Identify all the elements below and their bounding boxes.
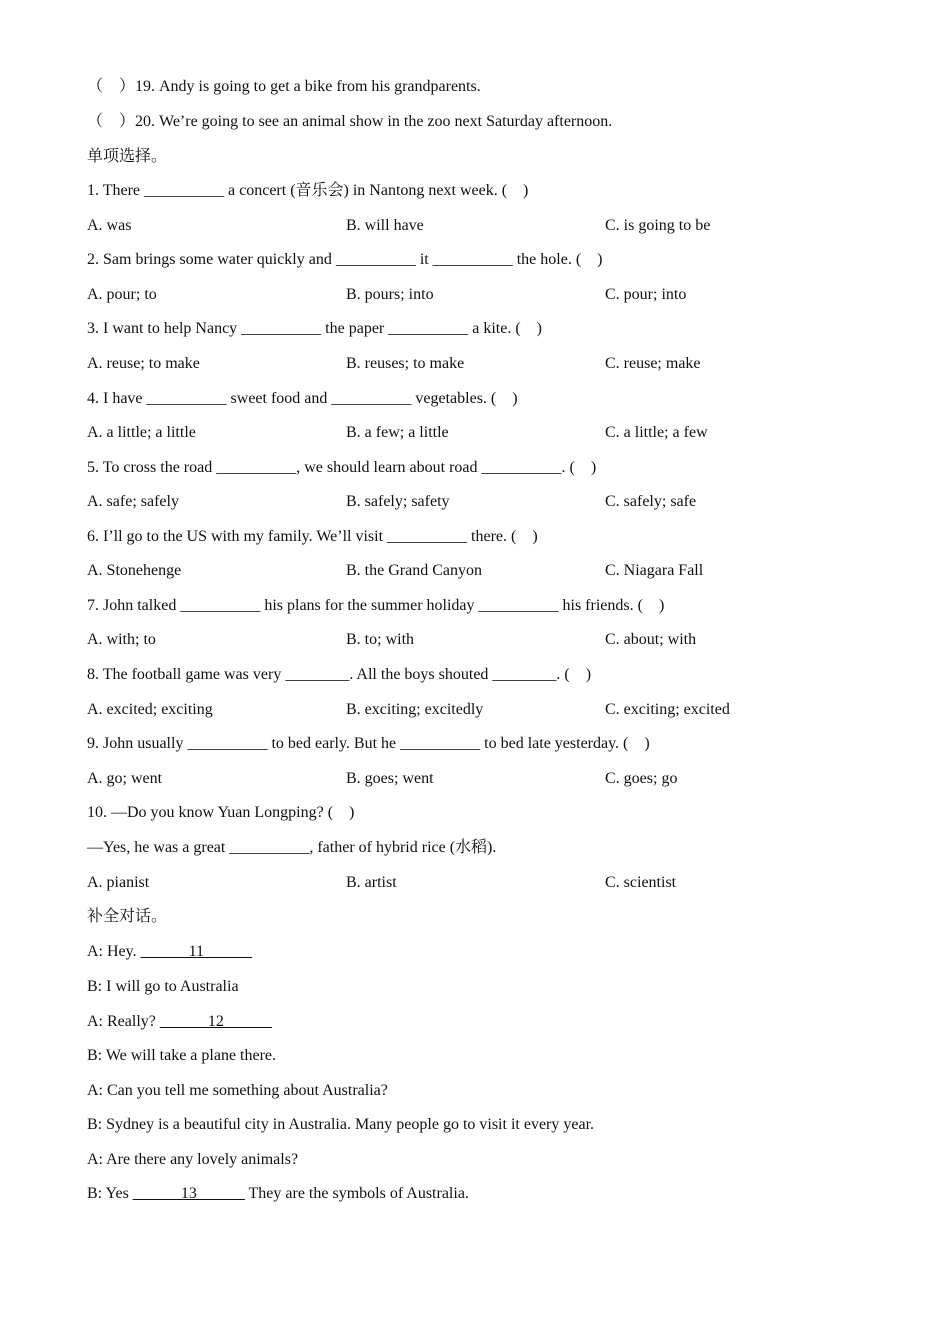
option-c: C. a little; a few [605,424,708,441]
answer-blank-13: ______13______ [132,1185,245,1202]
question-stem: 10. —Do you know Yuan Longping? ( ) [87,804,355,821]
option-c: C. scientist [605,874,677,891]
option-a: A. Stonehenge [87,562,182,579]
question-stem: 1. There __________ a concert (音乐会) in Nantong next week. ( ) [87,182,529,199]
option-a: A. a little; a little [87,424,196,441]
option-a: A. excited; exciting [87,701,213,718]
question-stem: 4. I have __________ sweet food and __________ vegetables. ( ) [87,390,518,407]
dialog-line: B: I will go to Australia [87,978,239,995]
judgement-item-19: （ ）19. Andy is going to get a bike from his grandparents. [87,78,481,95]
option-a: A. was [87,217,132,234]
dialog-speaker-text: A: Hey. [87,943,141,960]
option-b: B. the Grand Canyon [346,562,482,579]
question-stem: 9. John usually __________ to bed early. But he __________ to bed late yesterday. ( ) [87,735,650,752]
dialog-speaker-text: B: Yes [87,1185,133,1202]
dialog-line [87,1184,469,1204]
dialog-text: They are the symbols of Australia. [244,1185,469,1202]
option-b: B. safely; safety [346,493,450,510]
option-a: A. pianist [87,874,150,891]
question-stem: 6. I’ll go to the US with my family. We’ll visit __________ there. ( ) [87,528,538,545]
option-b: B. will have [346,217,424,234]
option-c: C. exciting; excited [605,701,730,718]
dialog-line: B: Sydney is a beautiful city in Australia. Many people go to visit it every year. [87,1116,595,1133]
option-c: C. about; with [605,631,697,648]
judgement-item-20: （ ）20. We’re going to see an animal show in the zoo next Saturday afternoon. [87,113,613,130]
answer-blank-12: ______12______ [159,1013,272,1030]
option-c: C. safely; safe [605,493,697,510]
option-b: B. reuses; to make [346,355,465,372]
dialog-line [87,942,252,962]
question-stem: 2. Sam brings some water quickly and __________ it __________ the hole. ( ) [87,251,603,268]
section-title-single-choice: 单项选择。 [87,148,168,165]
question-stem: 5. To cross the road __________, we should learn about road __________. ( ) [87,459,597,476]
option-c: C. reuse; make [605,355,701,372]
dialog-line: A: Can you tell me something about Australia? [87,1082,388,1099]
option-b: B. goes; went [346,770,434,787]
question-stem: 7. John talked __________ his plans for the summer holiday __________ his friends. ( ) [87,597,665,614]
section-title-dialogue: 补全对话。 [87,908,168,925]
option-a: A. with; to [87,631,156,648]
option-a: A. go; went [87,770,163,787]
option-b: B. artist [346,874,397,891]
question-stem: 3. I want to help Nancy __________ the paper __________ a kite. ( ) [87,320,543,337]
option-b: B. to; with [346,631,415,648]
option-c: C. Niagara Fall [605,562,704,579]
option-a: A. reuse; to make [87,355,200,372]
option-a: A. safe; safely [87,493,179,510]
option-c: C. pour; into [605,286,687,303]
question-stem: 8. The football game was very ________. All the boys shouted ________. ( ) [87,666,592,683]
dialog-line: A: Are there any lovely animals? [87,1151,299,1168]
option-b: B. exciting; excitedly [346,701,484,718]
option-a: A. pour; to [87,286,157,303]
option-c: C. is going to be [605,217,711,234]
option-b: B. a few; a little [346,424,449,441]
dialog-line: B: We will take a plane there. [87,1047,277,1064]
dialog-line [87,1012,272,1032]
dialog-speaker-text: A: Really? [87,1013,160,1030]
question-stem-continued: —Yes, he was a great __________, father of hybrid rice (水稻). [87,839,497,856]
option-c: C. goes; go [605,770,678,787]
option-b: B. pours; into [346,286,434,303]
answer-blank-11: ______11______ [140,943,253,960]
